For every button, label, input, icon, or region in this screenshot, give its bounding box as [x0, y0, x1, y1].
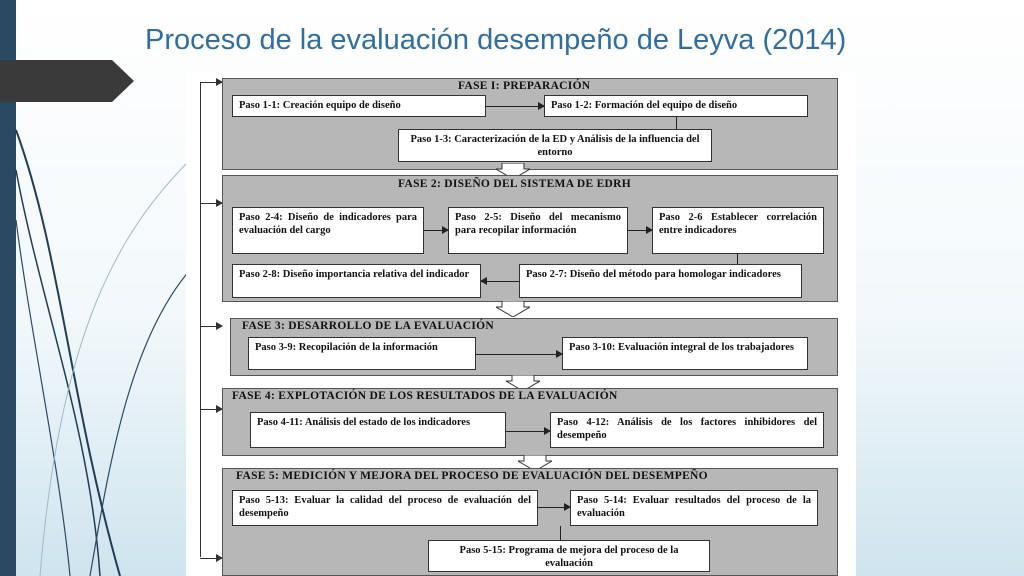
slide-title: Proceso de la evaluación desempeño de Leyva (2014): [145, 24, 847, 56]
step-3-10: Paso 3-10: Evaluación integral de los trabajadores: [562, 337, 808, 370]
feedback-arrow: [200, 82, 222, 83]
connector-arrow: [506, 431, 550, 432]
step-2-7: Paso 2-7: Diseño del método para homologar indicadores: [519, 264, 802, 298]
feedback-arrow: [200, 409, 222, 410]
connector-arrow: [628, 230, 652, 231]
connector-arrow: [486, 106, 544, 107]
step-2-5: Paso 2-5: Diseño del mecanismo para recopilar información: [448, 207, 628, 254]
arrow-tab-shape: [0, 60, 134, 102]
connector-arrow: [424, 230, 448, 231]
step-2-6: Paso 2-6 Establecer correlación entre indicadores: [652, 207, 824, 254]
phase-4-title: FASE 4: EXPLOTACIÓN DE LOS RESULTADOS DE LA EVALUACIÓN: [232, 390, 618, 402]
step-4-11: Paso 4-11: Análisis del estado de los indicadores: [250, 412, 506, 448]
step-5-15: Paso 5-15: Programa de mejora del proceso de la evaluación: [428, 540, 710, 572]
feedback-line: [200, 82, 201, 557]
connector-arrow: [476, 354, 562, 355]
phase-transition-arrow: [496, 301, 530, 317]
phase-3-title: FASE 3: DESARROLLO DE LA EVALUACIÓN: [242, 320, 494, 332]
phase-1-title: FASE I: PREPARACIÓN: [458, 80, 591, 92]
connector-arrow: [538, 507, 570, 508]
feedback-arrow: [200, 326, 222, 327]
phase-5-title: FASE 5: MEDICIÓN Y MEJORA DEL PROCESO DE EVALUACIÓN DEL DESEMPEÑO: [236, 470, 708, 482]
step-1-2: Paso 1-2: Formación del equipo de diseño: [544, 95, 808, 117]
step-2-4: Paso 2-4: Diseño de indicadores para evaluación del cargo: [232, 207, 424, 254]
step-1-3: Paso 1-3: Caracterización de la ED y Análisis de la influencia del entorno: [398, 129, 712, 162]
step-3-9: Paso 3-9: Recopilación de la información: [248, 337, 476, 370]
step-2-8: Paso 2-8: Diseño importancia relativa del indicador: [232, 264, 481, 298]
phase-2-title: FASE 2: DISEÑO DEL SISTEMA DE EDRH: [398, 178, 632, 190]
feedback-arrow: [200, 558, 222, 559]
connector-arrow: [481, 281, 519, 282]
step-1-1: Paso 1-1: Creación equipo de diseño: [232, 95, 486, 117]
feedback-arrow: [200, 203, 222, 204]
step-5-14: Paso 5-14: Evaluar resultados del proceso de la evaluación: [570, 490, 818, 526]
connector-line: [560, 526, 561, 540]
step-5-13: Paso 5-13: Evaluar la calidad del proceso de evaluación del desempeño: [232, 490, 538, 526]
step-4-12: Paso 4-12: Análisis de los factores inhibidores del desempeño: [550, 412, 824, 448]
